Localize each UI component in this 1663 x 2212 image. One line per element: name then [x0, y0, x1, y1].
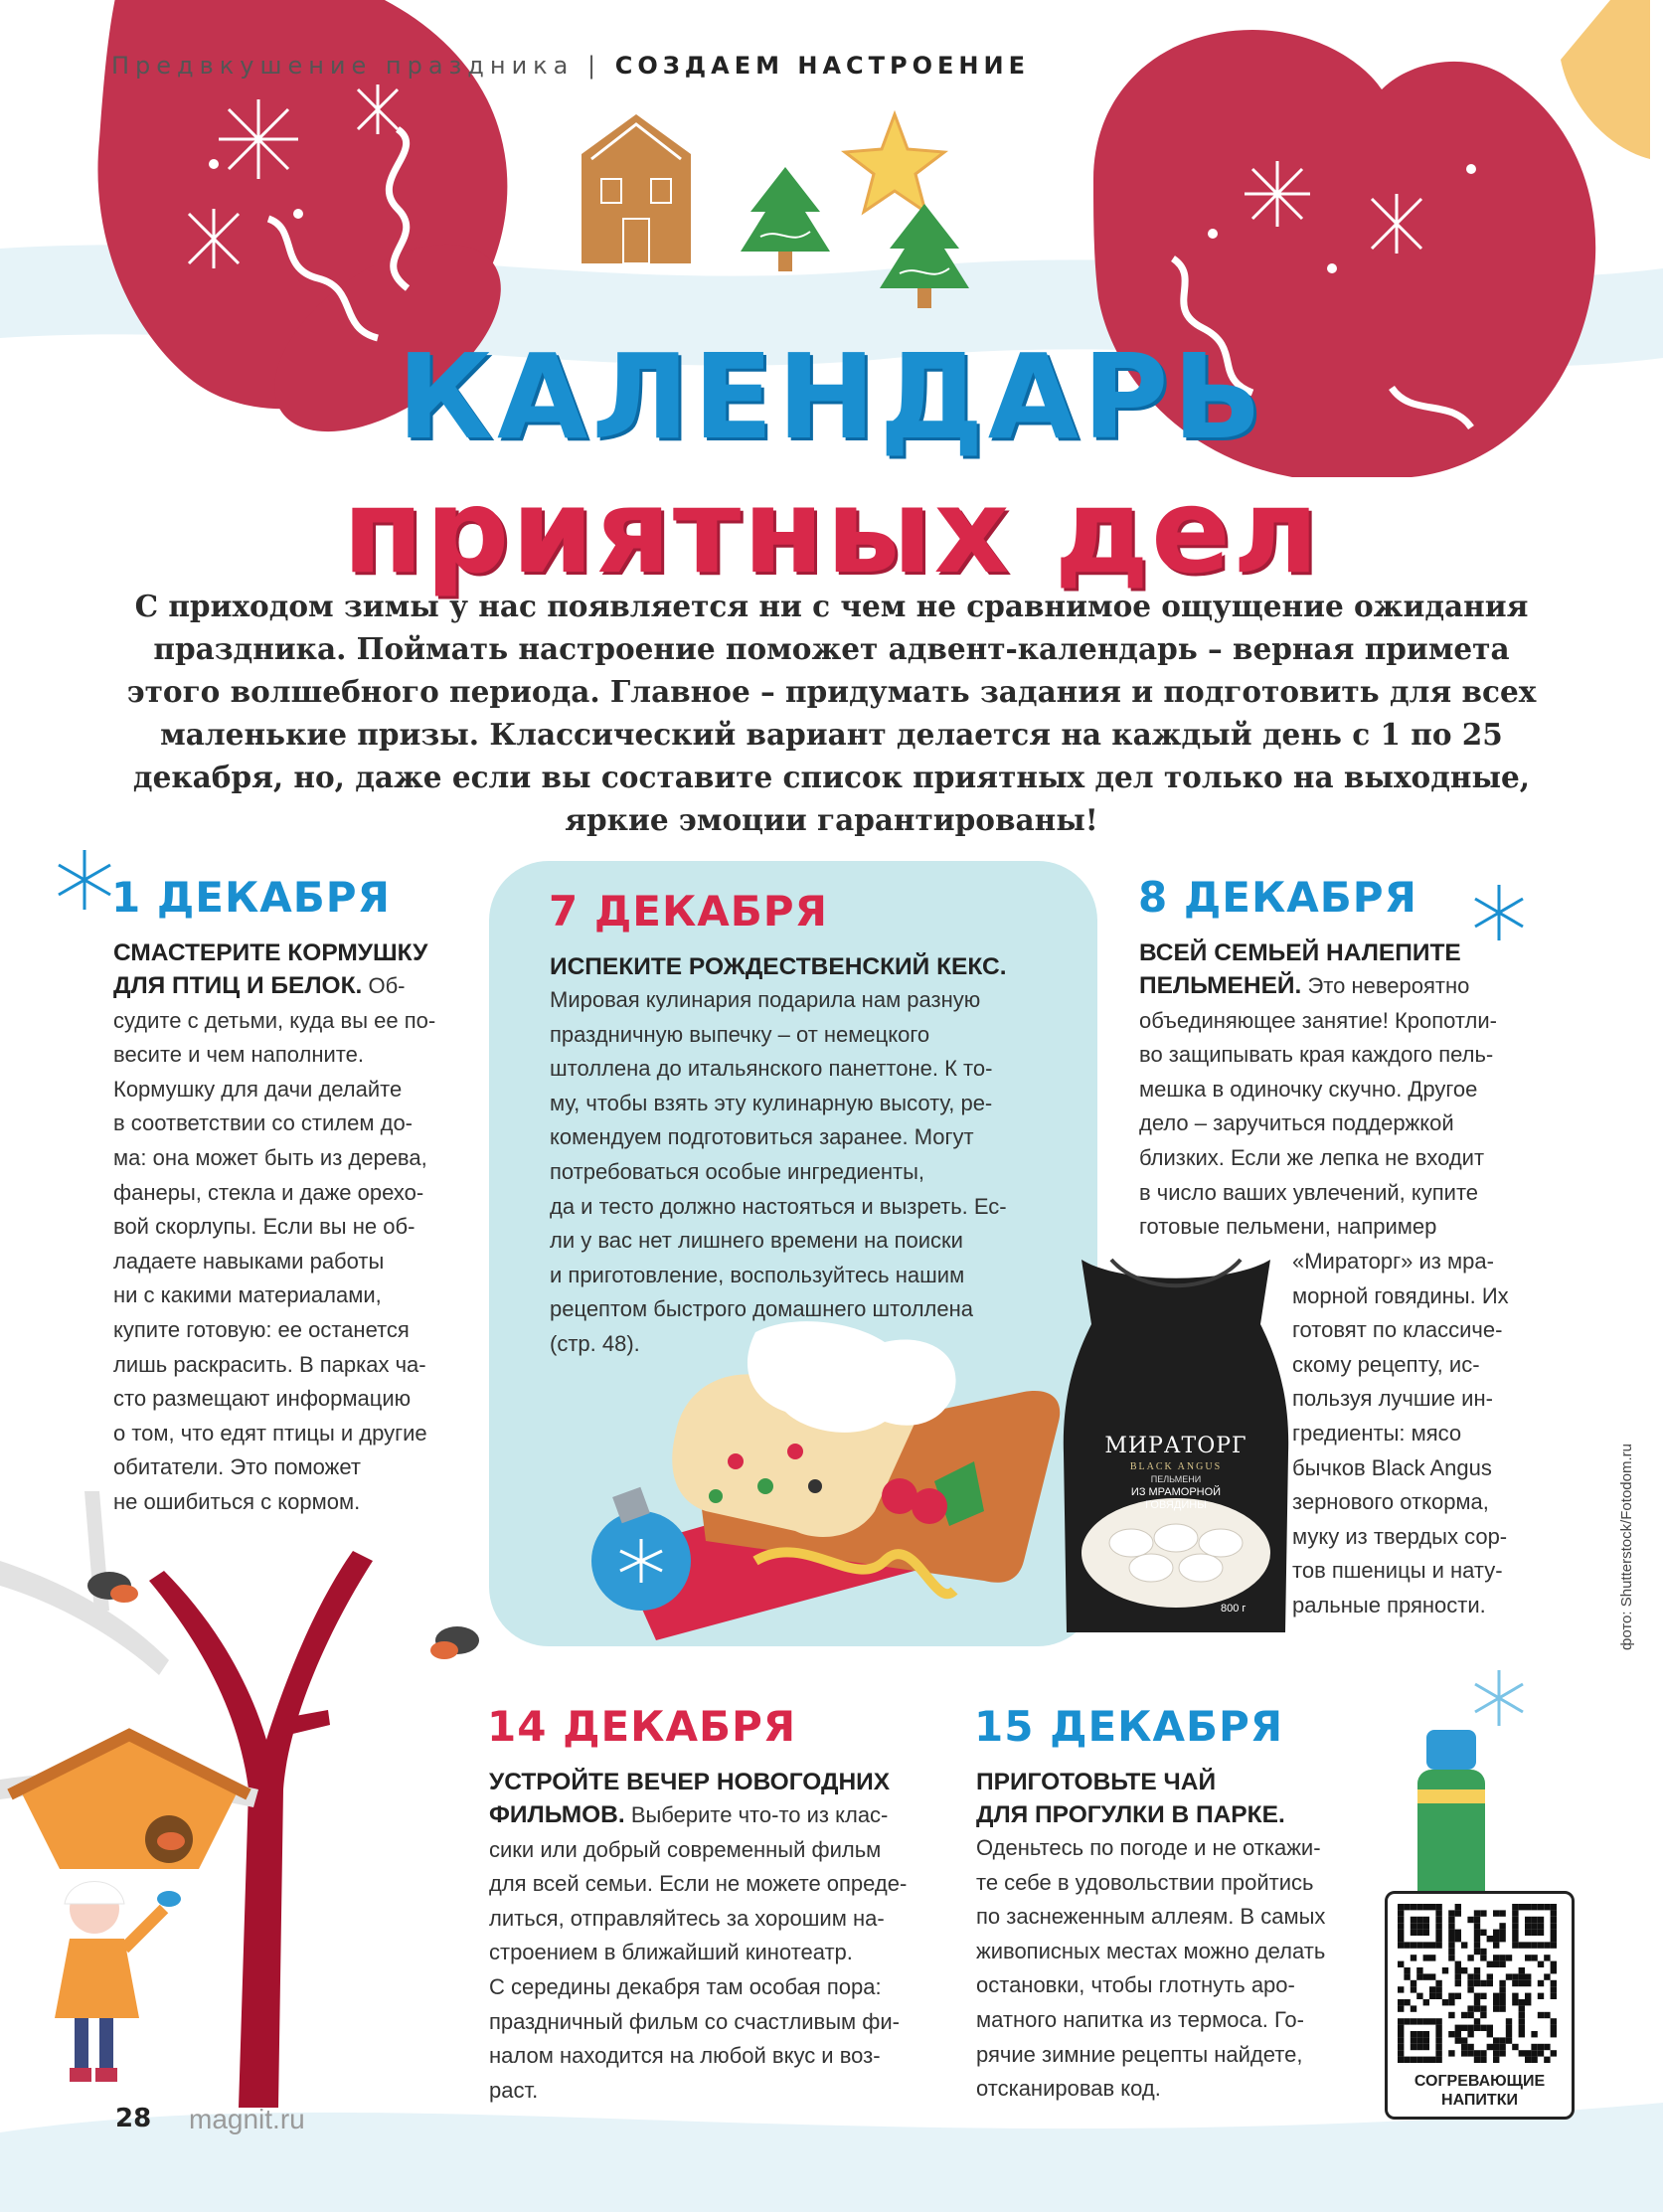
- rubric-light: Предвкушение праздника: [111, 52, 575, 80]
- snowflake-icon: [55, 850, 114, 910]
- day-8-heading: 8 ДЕКАБРЯ: [1138, 873, 1417, 922]
- day-8-line: дело – заручиться поддержкой: [1139, 1110, 1454, 1136]
- day-15-line: Оденьтесь по погоде и не откажи-: [976, 1835, 1321, 1860]
- cookie-star-icon: [845, 114, 944, 214]
- day-15-line: матного напитка из термоса. Го-: [976, 2006, 1304, 2032]
- day-1-line: ладаете навыками работы: [113, 1248, 385, 1274]
- day-14-task-line-2: ФИЛЬМОВ.: [489, 1801, 625, 1828]
- photo-credit: фото: Shutterstock/Fotodom.ru: [1618, 1444, 1635, 1650]
- day-7-task-line: ИСПЕКИТЕ РОЖДЕСТВЕНСКИЙ КЕКС.: [550, 953, 1007, 980]
- day-1-line: судите с детьми, куда вы ее по-: [113, 1007, 436, 1033]
- day-1-line: Кормушку для дачи делайте: [113, 1076, 403, 1102]
- day-1-line: о том, что едят птицы и другие: [113, 1420, 427, 1446]
- cookie-tree-icon: [741, 167, 830, 276]
- day-8-line: готовят по классиче-: [1292, 1317, 1503, 1343]
- day-8-line: во защипывать края каждого пель-: [1139, 1042, 1494, 1068]
- day-15-task-line-2: ДЛЯ ПРОГУЛКИ В ПАРКЕ.: [976, 1801, 1285, 1828]
- day-7-line: да и тесто должно настояться и вызреть. Ес-: [550, 1193, 1007, 1219]
- day-14-task-line: УСТРОЙТЕ ВЕЧЕР НОВОГОДНИХ: [489, 1769, 891, 1795]
- day-1-task-line: СМАСТЕРИТЕ КОРМУШКУ: [113, 939, 428, 966]
- day-1-line: сто размещают информацию: [113, 1386, 412, 1412]
- lead-paragraph: С приходом зимы у нас появляется ни с чем не сравнимое ощущение ожидания праздника. Поймать настроение поможет адвент-календарь – верная примета этого волшебного периода. Главное – придумать задания и подготовить для всех маленькие призы. Классический вариант делается на каждый день с 1 по 25 декабря, но, даже если вы составите список приятных дел только на выходные, яркие эмоции гарантированы!: [126, 589, 1537, 837]
- day-7-line: рецептом быстрого домашнего штоллена: [550, 1296, 974, 1322]
- rubric-bold: СОЗДАЕМ НАСТРОЕНИЕ: [614, 52, 1030, 80]
- day-14-line: для всей семьи. Если не можете опреде-: [489, 1871, 908, 1897]
- day-15-line: те себе в удовольствии пройтись: [976, 1869, 1314, 1895]
- snowflake-icon-3: [1471, 1670, 1527, 1726]
- gingerbread-house-icon: [582, 114, 691, 263]
- day-15-line: живописных местах можно делать: [976, 1938, 1326, 1963]
- day-14-line: строением в ближайший кинотеатр.: [489, 1940, 853, 1965]
- page-number: 28: [115, 2104, 152, 2133]
- day-1-line: лишь раскрасить. В парках ча-: [113, 1351, 426, 1377]
- day-14-line: налом находится на любой вкус и воз-: [489, 2043, 881, 2069]
- product-package: [1062, 1255, 1290, 1642]
- day-14-line: сики или добрый современный фильм: [489, 1836, 882, 1862]
- day-14-heading: 14 ДЕКАБРЯ: [487, 1702, 797, 1751]
- day-1-line: не ошибиться с кормом.: [113, 1488, 361, 1514]
- day-7-text: [550, 950, 1086, 1362]
- day-14-line: праздничный фильм со счастливым фи-: [489, 2008, 900, 2034]
- day-1-line: весите и чем наполните.: [113, 1042, 364, 1068]
- day-7-line: потребоваться особые ингредиенты,: [550, 1158, 924, 1184]
- day-8-line: мешка в одиночку скучно. Другое: [1139, 1076, 1478, 1102]
- day-14-body: [489, 1833, 936, 2109]
- day-14-line: раст.: [489, 2077, 539, 2103]
- day-1-task-line-2: ДЛЯ ПТИЦ И БЕЛОК.: [113, 972, 363, 999]
- day-15-heading: 15 ДЕКАБРЯ: [974, 1702, 1284, 1751]
- day-8-line: ральные пряности.: [1292, 1592, 1486, 1617]
- stollen-cake-illustration: [557, 1312, 1113, 1650]
- day-15-line: рячие зимние рецепты найдете,: [976, 2041, 1303, 2067]
- day-8-line: гредиенты: мясо: [1292, 1420, 1462, 1446]
- day-8-body-narrow: [1292, 1245, 1541, 1623]
- day-8-task-line: ВСЕЙ СЕМЬЕЙ НАЛЕПИТЕ: [1139, 939, 1461, 966]
- site-link[interactable]: magnit.ru: [189, 2104, 305, 2134]
- day-8-line: «Мираторг» из мра-: [1292, 1249, 1494, 1274]
- day-8-line: зернового откорма,: [1292, 1489, 1489, 1515]
- day-8-text: [1139, 936, 1537, 1245]
- day-7-line: ли у вас нет лишнего времени на поиски: [550, 1228, 963, 1254]
- day-8-line: пользуя лучшие ин-: [1292, 1386, 1493, 1412]
- day-7-heading: 7 ДЕКАБРЯ: [549, 887, 828, 936]
- day-7-line: штоллена до итальянского панеттоне. К то-: [550, 1056, 993, 1082]
- day-8-line: объединяющее занятие! Кропотли-: [1139, 1007, 1497, 1033]
- product-line-3: ИЗ МРАМОРНОЙ: [1130, 1486, 1222, 1498]
- day-8-line: близких. Если же лепка не входит: [1139, 1144, 1485, 1170]
- snowflake-icon-2: [1471, 885, 1527, 940]
- product-line-1: BLACK ANGUS: [1129, 1461, 1223, 1472]
- day-7-body: [550, 983, 1086, 1362]
- day-7-line: и приготовление, воспользуйтесь нашим: [550, 1262, 965, 1287]
- day-1-body: [113, 1004, 471, 1520]
- day-1-line: вой скорлупы. Если вы не об-: [113, 1214, 416, 1240]
- day-8-line: морной говядины. Их: [1292, 1282, 1509, 1308]
- day-8-body: [1139, 1004, 1537, 1245]
- day-7-line: му, чтобы взять эту кулинарную высоту, ре-: [550, 1090, 993, 1115]
- day-1-line: фанеры, стекла и даже орехо-: [113, 1179, 424, 1205]
- day-1-line: в соответствии со стилем до-: [113, 1110, 414, 1136]
- day-8-first-line-rest: Это невероятно: [1307, 973, 1470, 998]
- day-8-line: готовые пельмени, например: [1139, 1214, 1437, 1240]
- product-weight: 800 г: [1221, 1603, 1247, 1615]
- day-14-first-line-rest: Выберите что-то из клас-: [630, 1802, 889, 1827]
- product-brand: МИРАТОРГ: [1104, 1434, 1247, 1458]
- day-15-text: [976, 1766, 1374, 2107]
- day-14-line: С середины декабря там особая пора:: [489, 1973, 882, 1999]
- day-15-body: [976, 1831, 1374, 2107]
- day-8-task-line-2: ПЕЛЬМЕНЕЙ.: [1139, 972, 1302, 999]
- day-1-first-line-rest: Об-: [368, 973, 406, 998]
- day-1-heading: 1 ДЕКАБРЯ: [111, 873, 391, 922]
- day-7-line: Мировая кулинария подарила нам разную: [550, 987, 981, 1012]
- rubric-separator: |: [574, 52, 615, 80]
- qr-caption: [1385, 2072, 1575, 2110]
- day-1-line: купите готовую: ее останется: [113, 1316, 410, 1342]
- cookie-tree-icon-2: [880, 204, 969, 313]
- product-line-2: ПЕЛЬМЕНИ: [1150, 1474, 1202, 1484]
- day-7-line: праздничную выпечку – от немецкого: [550, 1021, 930, 1047]
- day-1-line: ни с какими материалами,: [113, 1282, 382, 1308]
- day-7-line: (стр. 48).: [550, 1330, 640, 1356]
- day-7-line: комендуем подготовиться заранее. Могут: [550, 1124, 974, 1150]
- day-15-line: остановки, чтобы глотнуть аро-: [976, 1972, 1295, 1998]
- day-8-line: тов пшеницы и нату-: [1292, 1558, 1503, 1584]
- qr-caption-line-1: СОГРЕВАЮЩИЕ: [1414, 2073, 1546, 2090]
- day-15-line: отсканировав код.: [976, 2076, 1161, 2102]
- day-14-line: литься, отправляйтесь за хорошим на-: [489, 1905, 885, 1931]
- qr-code-icon: [1398, 1904, 1557, 2063]
- day-14-text: [489, 1766, 936, 2108]
- day-15-line: по заснеженным аллеям. В самых: [976, 1904, 1326, 1930]
- day-1-line: ма: она может быть из дерева,: [113, 1144, 427, 1170]
- day-8-line: муку из твердых сор-: [1292, 1523, 1508, 1549]
- rubric: [111, 52, 1030, 80]
- girl-with-bird-illustration: [30, 1869, 179, 2098]
- day-8-line: скому рецепту, ис-: [1292, 1351, 1480, 1377]
- product-line-4: ГОВЯДИНЫ: [1145, 1499, 1207, 1511]
- qr-caption-line-2: НАПИТКИ: [1441, 2092, 1518, 2109]
- day-1-line: обитатели. Это поможет: [113, 1454, 361, 1480]
- title-line-2: приятных дел: [342, 462, 1321, 599]
- day-8-line: в число ваших увлечений, купите: [1139, 1179, 1479, 1205]
- day-15-task-line: ПРИГОТОВЬТЕ ЧАЙ: [976, 1769, 1217, 1795]
- title-line-1: КАЛЕНДАРЬ: [397, 328, 1266, 465]
- day-1-text: [113, 936, 471, 1520]
- day-8-line: бычков Black Angus: [1292, 1454, 1492, 1480]
